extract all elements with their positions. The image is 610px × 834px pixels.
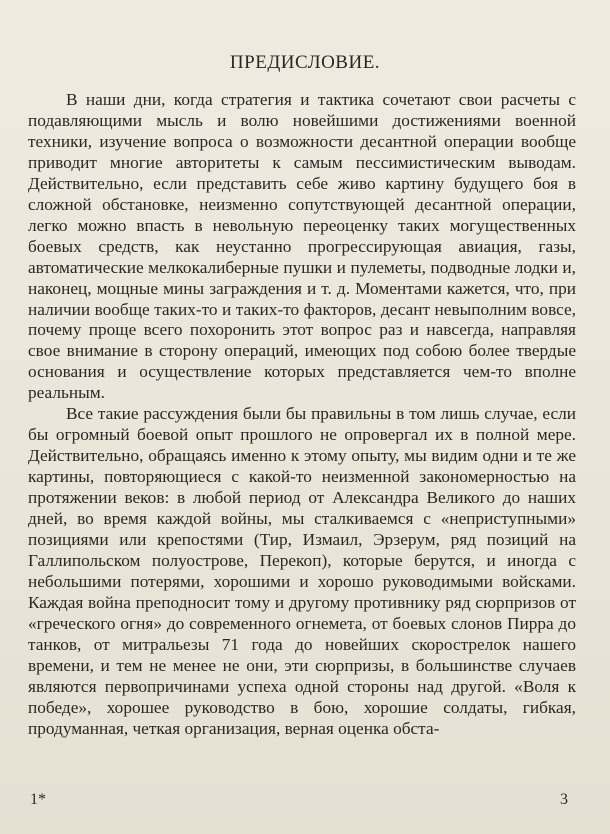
page-number: 3 (560, 791, 568, 808)
paragraph-2: Все такие рассуждения были бы правильны в том лишь случае, если бы огромный боевой опыт прошлого не опровергал их в полной мере. Действительно, обращаясь именно к этому опыту, мы видим одни и те же картины, повторяющиеся с какой-то неизменной закономерностью на протяжении веков: в любой период от Александра Великого до наших дней, во время каждой войны, мы сталкиваемся с «неприступными» позициями или крепостями (Тир, Измаил, Эрзерум, ряд позиций на Галлипольском полуострове, Перекоп), которые берутся, и иногда с небольшими потерями, хорошими и хорошо руководимыми войсками. Каждая война преподносит тому и другому противнику ряд сюрпризов от «греческого огня» до современного огнемета, от боевых слонов Пирра до танков, от митральезы 71 года до новейших скорострелок нашего времени, и тем не менее не они, эти сюрпризы, в большинстве случаев являются первопричинами успеха одной стороны над другой. «Воля к победе», хорошее руководство в бою, хорошие солдаты, гибкая, продуманная, четкая организация, верная оценка обста- (28, 404, 576, 738)
paragraph-1: В наши дни, когда стратегия и тактика сочетают свои расчеты с подавляющими мысль и волю новейшими достижениями военной техники, изучение вопроса о возможности десантной операции вообще приводит многие авторитеты к самым пессимистическим выводам. Действительно, если представить себе живо картину будущего боя в сложной обстановке, неизменно сопутствующей десантной операции, легко можно впасть в невольную переоценку таких могущественных боевых средств, как неустанно прогрессирующая авиация, газы, автоматические мелкокалиберные пушки и пулеметы, подводные лодки и, наконец, мощные мины заграждения и т. д. Моментами кажется, что, при наличии вообще таких-то и таких-то факторов, десант невыполним вовсе, почему проще всего похоронить этот вопрос раз и навсегда, направляя свое внимание в сторону операций, имеющих под собою более твердые основания и осуществление которых представляется чем-то вполне реальным. (28, 90, 576, 403)
signature-mark: 1* (30, 791, 46, 808)
page-title: ПРЕДИСЛОВИЕ. (229, 52, 381, 73)
body-text (28, 90, 576, 740)
